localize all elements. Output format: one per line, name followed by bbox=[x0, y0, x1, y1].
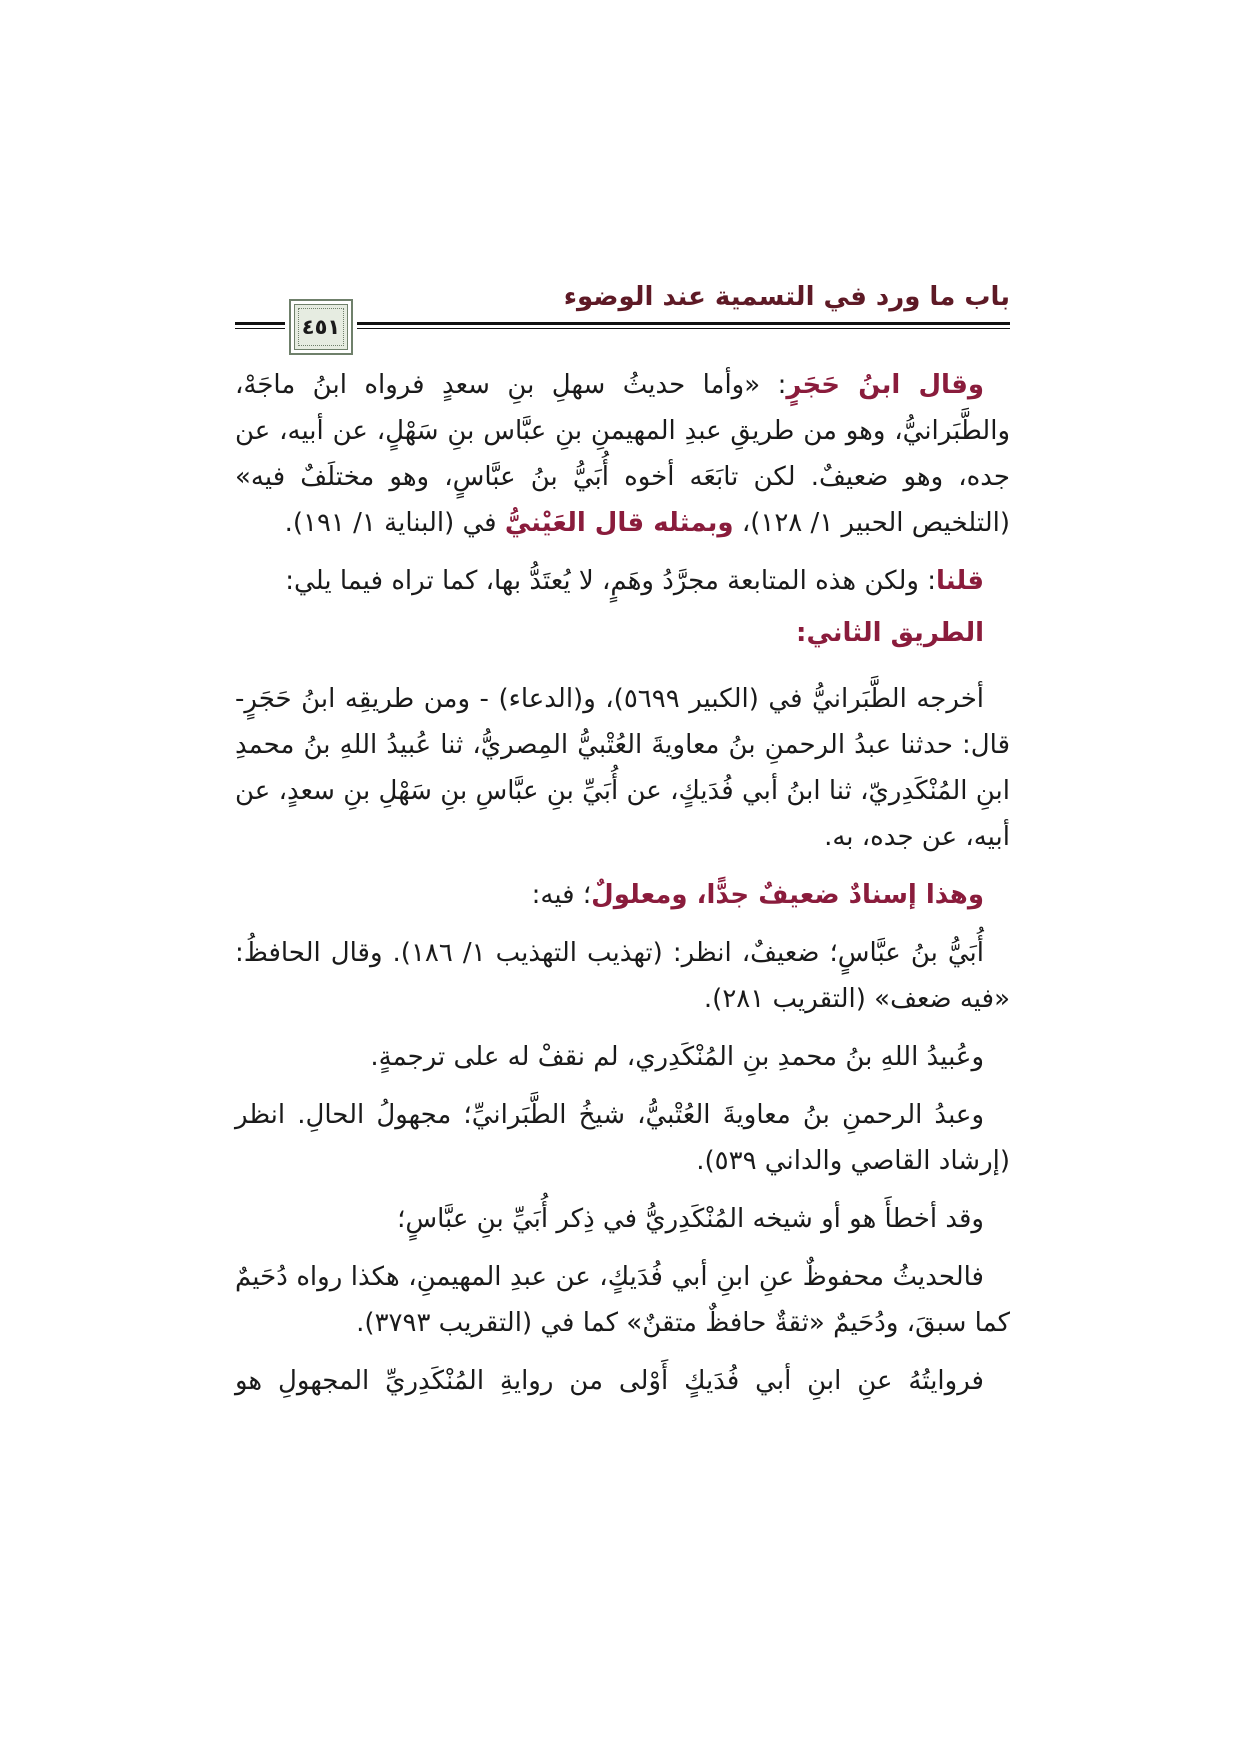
paragraph-isnad-verdict bbox=[235, 872, 1010, 918]
paragraph-text: وقد أخطأَ هو أو شيخه المُنْكَدِريُّ في ذِكر أُبَيِّ بنِ عبَّاسٍ؛ bbox=[397, 1204, 984, 1234]
paragraph-qulna bbox=[235, 558, 1010, 604]
page-number-ornament bbox=[294, 304, 348, 350]
paragraph-text: أُبَيُّ بنُ عبَّاسٍ؛ ضعيفٌ، انظر: (تهذيب التهذيب ١/ ١٨٦). وقال الحافظُ: «فيه ضعف» (التقريب ٢٨١). bbox=[235, 938, 1010, 1014]
paragraph-lead-secondary: وبمثله قال العَيْنيُّ bbox=[504, 508, 734, 538]
paragraph-text: وعُبيدُ اللهِ بنُ محمدِ بنِ المُنْكَدِري، لم نقفْ له على ترجمةٍ. bbox=[370, 1042, 984, 1072]
paragraph-takhrij bbox=[235, 676, 1010, 860]
paragraph-mahfuz bbox=[235, 1254, 1010, 1346]
paragraph-lead: وقال ابنُ حَجَرٍ bbox=[786, 370, 984, 400]
paragraph-text: ؛ فيه: bbox=[531, 880, 592, 910]
paragraph-narrator-ubayy bbox=[235, 930, 1010, 1022]
header-rule-right bbox=[357, 322, 1010, 329]
paragraph-text: وعبدُ الرحمنِ بنُ معاويةَ العُتْبيُّ، شيخُ الطَّبَرانيِّ؛ مجهولُ الحالِ. انظر (إرشاد القاصي والداني ٥٣٩). bbox=[235, 1100, 1010, 1176]
paragraph-ibn-hajar-quote bbox=[235, 362, 1010, 546]
header-rule-left bbox=[235, 322, 285, 329]
paragraph-lead: وهذا إسنادٌ ضعيفٌ جدًّا، ومعلولٌ bbox=[591, 880, 984, 910]
paragraph-text: : ولكن هذه المتابعة مجرَّدُ وهَمٍ، لا يُعتَدُّ بها، كما تراه فيما يلي: bbox=[285, 566, 936, 596]
main-text bbox=[235, 362, 1010, 1416]
paragraph-text-secondary: في (البناية ١/ ١٩١). bbox=[284, 508, 505, 538]
section-heading-second-route: الطريق الثاني: bbox=[796, 618, 984, 648]
page-number: ٤٥١ bbox=[301, 314, 341, 339]
paragraph-lead: قلنا bbox=[935, 566, 984, 596]
paragraph-error-note bbox=[235, 1196, 1010, 1242]
paragraph-text: فروايتُهُ عنِ ابنِ أبي فُدَيكٍ أَوْلى من روايةِ المُنْكَدِريِّ المجهولِ هو bbox=[235, 1366, 984, 1396]
paragraph-text: : «وأما حديثُ سهلِ بنِ سعدٍ فرواه ابنُ ماجَهْ، والطَّبَرانيُّ، وهو من طريقِ عبدِ المهيمنِ بنِ عبَّاس بنِ سَهْلٍ، عن أبيه، عن جده، وهو ضعيفٌ. لكن تابَعَه أخوه أُبَيُّ بنُ عبَّاسٍ، وهو مختلَفٌ فيه» (التلخيص الحبير ١/ ١٢٨)، bbox=[235, 370, 1010, 538]
paragraph-narrator-ubaydullah bbox=[235, 1034, 1010, 1080]
paragraph-text: فالحديثُ محفوظٌ عنِ ابنِ أبي فُدَيكٍ، عن عبدِ المهيمنِ، هكذا رواه دُحَيمٌ كما سبقَ، ودُحَيمٌ «ثقةٌ حافظٌ متقنٌ» كما في (التقريب ٣٧٩٣). bbox=[235, 1262, 1010, 1338]
page-number-frame bbox=[289, 299, 353, 355]
chapter-title: باب ما ورد في التسمية عند الوضوء bbox=[563, 282, 1010, 312]
paragraph-text: أخرجه الطَّبَرانيُّ في (الكبير ٥٦٩٩)، و(الدعاء) - ومن طريقِه ابنُ حَجَرٍ- قال: حدثنا عبدُ الرحمنِ بنُ معاويةَ العُتْبيُّ المِصريُّ، ثنا عُبيدُ اللهِ بنُ محمدِ ابنِ المُنْكَدِريّ، ثنا ابنُ أبي فُدَيكٍ، عن أُبَيِّ بنِ عبَّاسِ بنِ سَهْلِ بنِ سعدٍ، عن أبيه، عن جده، به. bbox=[235, 684, 1010, 852]
paragraph-continued bbox=[235, 1358, 1010, 1404]
paragraph-narrator-abdurrahman bbox=[235, 1092, 1010, 1184]
